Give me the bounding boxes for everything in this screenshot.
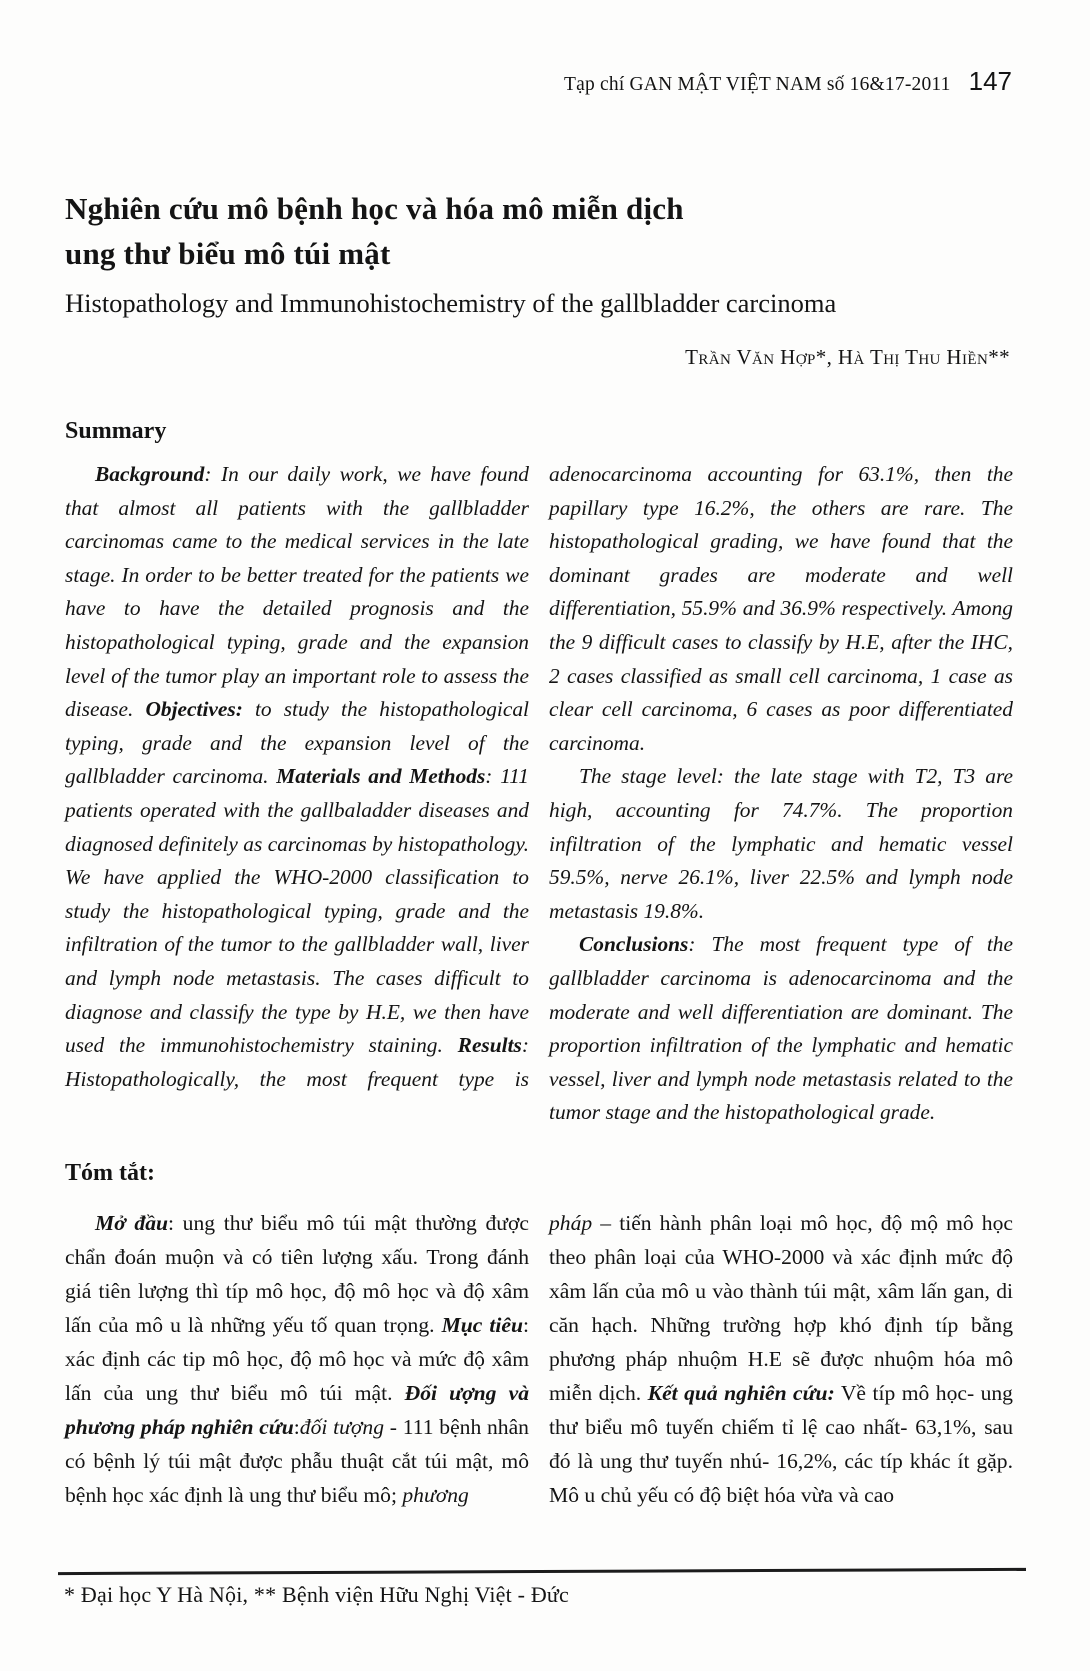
summary-section [65,458,1013,1130]
running-head [564,66,1012,97]
authors-line: Trần Văn Hợp*, Hà Thị Thu Hiền** [685,345,1010,369]
tomtat-section [65,1206,1013,1512]
summary-right-column [549,458,1013,1130]
page-number: 147 [968,66,1012,96]
paragraph: adenocarcinoma accounting for 63.1%, then the papillary type 16.2%, the others are rare. The histopathological grading, we have found that the dominant grades are moderate and well differentiation, 55.9% and 36.9% respectively. Among the 9 difficult cases to classify by H.E, after the IHC, 2 cases classified as small cell carcinoma, 1 case as clear cell carcinoma, 6 cases as poor differentiated carcinoma. [549,462,1013,755]
article-title-vi [65,186,1015,276]
title-block [65,186,1015,322]
paragraph: The stage level: the late stage with T2, T3 are high, accounting for 74.7%. The proportion infiltration of the lymphatic and hematic vessel 59.5%, nerve 26.1%, liver 22.5% and lymph node metastasis 19.8%. [549,764,1013,923]
article-title-en: Histopathology and Immunohistochemistry of the gallbladder carcinoma [65,288,837,318]
footnote: * Đại học Y Hà Nội, ** Bệnh viện Hữu Nghị Việt - Đức [64,1582,570,1607]
footnote-rule [58,1568,1026,1575]
article-title-vi-line1: Nghiên cứu mô bệnh học và hóa mô miễn dịch [65,191,684,226]
summary-heading: Summary [65,418,167,444]
journal-name: Tạp chí GAN MẬT VIỆT NAM số 16&17-2011 [564,74,951,95]
paragraph: Background: In our daily work, we have found that almost all patients with the gallbladder carcinomas came to the medical services in the late stage. In order to be better treated for the patients we have to have the detailed prognosis and the histopathological typing, grade and the expansion level of the tumor play an important role to assess the disease. Objectives: to study the histopathological typing, grade and the expansion level of the gallbladder carcinoma. Materials and Methods: 111 patients operated with the gallbaladder diseases and diagnosed definitely as carcinomas by histopathology. We have applied the WHO-2000 classification to study the histopathological typing, grade and the infiltration of the tumor to the gallbladder wall, liver and lymph node metastasis. The cases difficult to diagnose and classify the type by H.E, we then have used the immunohistochemistry staining. Results: Histopathologically, the most frequent type is [65,462,529,1091]
tomtat-heading: Tóm tắt: [65,1160,155,1186]
summary-left-column [65,458,529,1130]
article-title-vi-line2: ung thư biểu mô túi mật [65,236,391,271]
paragraph: pháp – tiến hành phân loại mô học, độ mộ mô học theo phân loại của WHO-2000 và xác định mức độ xâm lấn của mô u vào thành túi mật, xâm lấn gan, di căn hạch. Những trường hợp khó định típ bằng phương pháp nhuộm H.E sẽ được nhuộm hóa mô miễn dịch. Kết quả nghiên cứu: Về típ mô học- ung thư biểu mô tuyến chiếm tỉ lệ cao nhất- 63,1%, sau đó là ung thư tuyến nhú- 16,2%, các típ khác ít gặp. Mô u chủ yếu có độ biệt hóa vừa và cao [549,1211,1013,1507]
paragraph: Mở đầu: ung thư biểu mô túi mật thường được chẩn đoán muộn và có tiên lượng xấu. Trong đánh giá tiên lượng thì típ mô học, độ mô học và độ xâm lấn của mô u là những yếu tố quan trọng. Mục tiêu: xác định các tip mô học, độ mô học và mức độ xâm lấn của ung thư biểu mô túi mật. Đối ượng và phương pháp nghiên cứu:đối tượng - 111 bệnh nhân có bệnh lý túi mật được phẫu thuật cắt túi mật, mô bệnh học xác định là ung thư biểu mô; phương [65,1211,529,1507]
tomtat-right-column [549,1206,1013,1512]
tomtat-left-column [65,1206,529,1512]
paragraph: Conclusions: The most frequent type of the gallbladder carcinoma is adenocarcinoma and the moderate and well differentiation are dominant. The proportion infiltration of the lymphatic and hematic vessel, liver and lymph node metastasis related to the tumor stage and the histopathological grade. [549,932,1013,1125]
